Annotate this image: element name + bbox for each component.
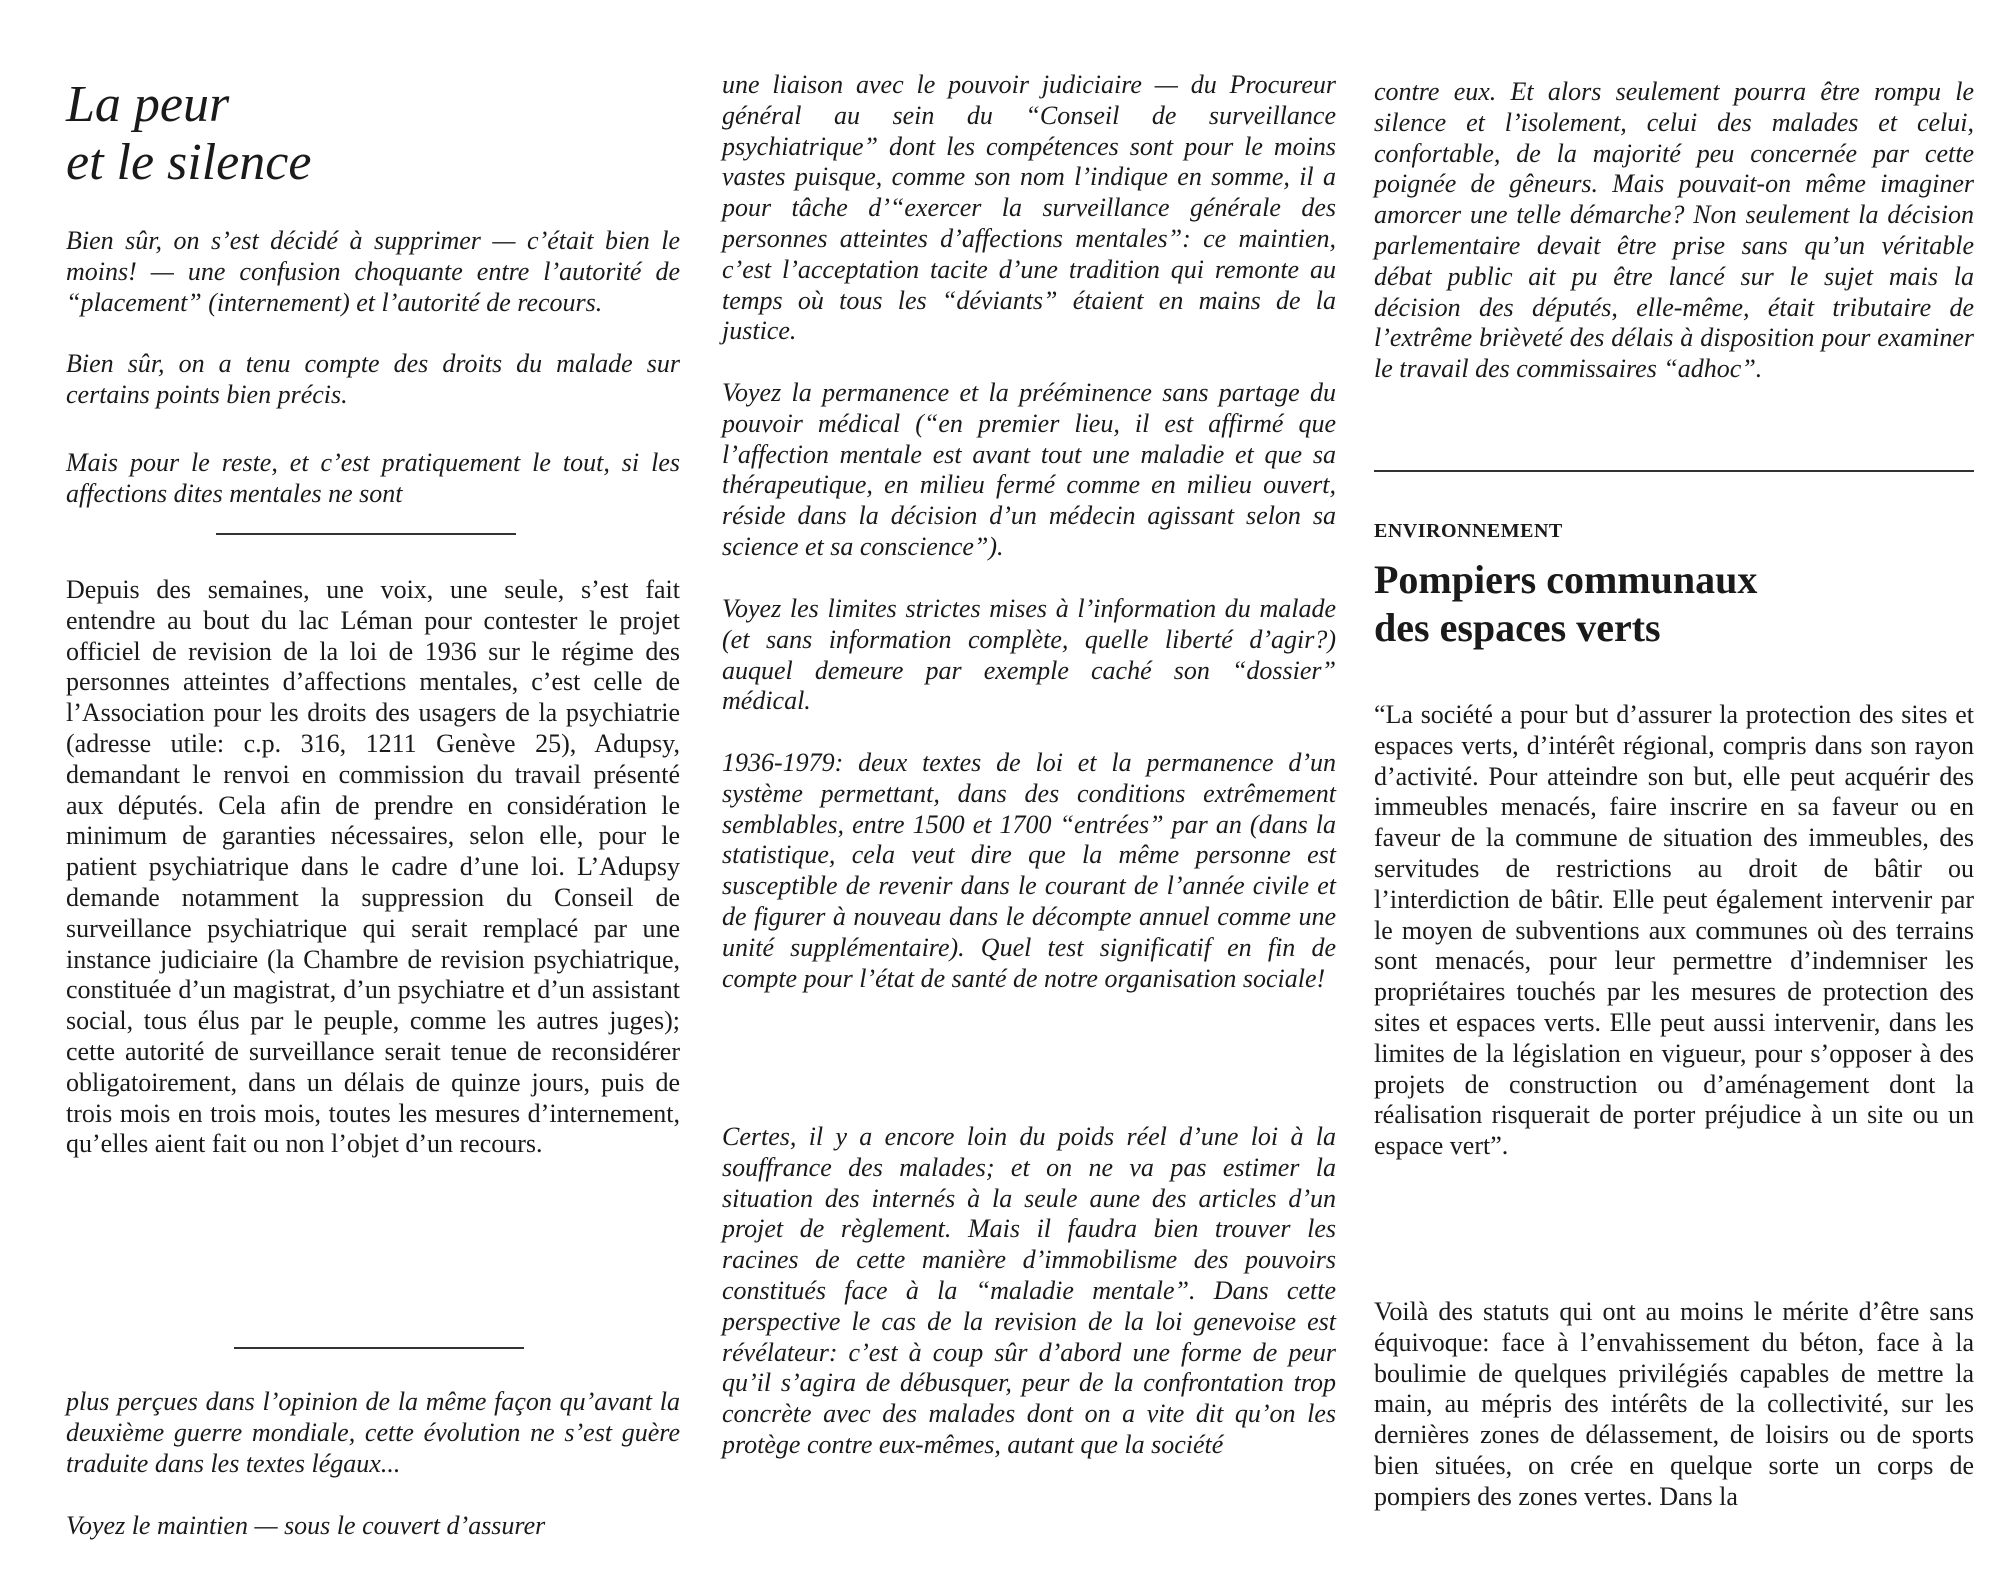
section-divider	[234, 1347, 524, 1349]
section-divider	[1374, 470, 1974, 472]
article-title-2-line-1: Pompiers communaux	[1374, 557, 1758, 602]
continuation-paragraph-1: plus perçues dans l’opinion de la même façon qu’avant la deuxième guerre mondiale, cette évolution ne s’est guère traduite dans les textes légaux...	[66, 1387, 680, 1478]
statuts-quote: “La société a pour but d’assurer la protection des sites et espaces verts, d’intérêt régional, compris dans son rayon d’activité. Pour atteindre son but, elle peut acquérir des immeubles menacés, faire inscrire en sa faveur ou en faveur de la commune de situation des immeubles, des servitudes de restrictions au droit de bâtir ou l’interdiction de bâtir. Elle peut également intervenir par le moyen de subventions aux communes où des terrains sont menacés, pour leur permettre d’indemniser les propriétaires touchés par les mesures de protection des sites et espaces verts. Elle peut aussi intervenir, dans les limites de la législation en vigueur, pour s’opposer à des projets de construction ou d’aménagement dont la réalisation risquerait de porter préjudice à un site ou un espace vert”.	[1374, 700, 1974, 1161]
intro-paragraph-2: Bien sûr, on a tenu compte des droits du malade sur certains points bien précis.	[66, 349, 680, 409]
intro-paragraph-3: Mais pour le reste, et c’est pratiquement le tout, si les affections dites mentales ne sont	[66, 448, 680, 508]
article-title-line-2: et le silence	[66, 134, 312, 191]
article-body: Depuis des semaines, une voix, une seule, s’est fait entendre au bout du lac Léman pour contester le projet officiel de revision de la loi de 1936 sur le régime des personnes atteintes d’affections mentales, c’est celle de l’Association pour les droits des usagers de la psychiatrie (adresse utile: c.p. 316, 1211 Genève 25), Adupsy, demandant le renvoi en commission du travail présenté aux députés. Cela afin de prendre en considération le minimum de garanties nécessaires, selon elle, pour le patient psychiatrique dans le cadre d’une loi. L’Adupsy demande notamment la suppression du Conseil de surveillance psychiatrique qui serait remplacé par une instance judiciaire (la Chambre de revision psychiatrique, constituée d’un magistrat, d’un psychiatre et d’un assistant social, tous élus par le peuple, comme les autres juges); cette autorité de surveillance serait tenue de reconsidérer obligatoirement, dans un délais de quinze jours, puis de trois mois en trois mois, toutes les mesures d’internement, qu’elles aient fait ou non l’objet d’un recours.	[66, 575, 680, 1159]
section-kicker: ENVIRONNEMENT	[1374, 520, 1563, 542]
paragraph-contre-eux: contre eux. Et alors seulement pourra être rompu le silence et l’isolement, celui des malades et celui, confortable, de la majorité peu concernée par cette poignée de gêneurs. Mais pouvait-on même imaginer amorcer une telle démarche? Non seulement la décision parlementaire devait être prise sans qu’un véritable débat public ait pu être lancé sur le sujet mais la décision des députés, elle-même, était tributaire de l’extrême brièveté des délais à disposition pour examiner le travail des commissaires “adhoc”.	[1374, 77, 1974, 384]
article-title-line-1: La peur	[66, 76, 230, 133]
paragraph-certes: Certes, il y a encore loin du poids réel d’une loi à la souffrance des malades; et on ne va pas estimer la situation des internés à la seule aune des articles d’un projet de règlement. Mais il faudra bien trouver les racines de cette manière d’immobilisme des pouvoirs constitués face à la “maladie mentale”. Dans cette perspective le cas de la revision de la loi genevoise est révélateur: c’est à coup sûr d’abord une forme de peur qu’il s’agira de débusquer, peur de la confrontation trop concrète avec des malades dont on a vite dit qu’on les protège contre eux-mêmes, autant que la société	[722, 1122, 1336, 1459]
section-divider	[216, 533, 516, 535]
intro-paragraph-1: Bien sûr, on s’est décidé à supprimer — c’était bien le moins! — une confusion choquante entre l’autorité de “placement” (internement) et l’autorité de recours.	[66, 226, 680, 317]
continuation-paragraph-2: Voyez le maintien — sous le couvert d’assurer	[66, 1511, 546, 1540]
article-title-2	[1374, 556, 1757, 652]
paragraph-liaison: une liaison avec le pouvoir judiciaire — du Procureur général au sein du “Conseil de surveillance psychiatrique” dont les compétences sont pour le moins vastes puisque, comme son nom l’indique en somme, il a pour tâche d’“exercer la surveillance générale des personnes atteintes d’affections mentales”: ce maintien, c’est l’acceptation tacite d’une tradition qui remonte au temps où tous les “déviants” étaient en mains de la justice.	[722, 70, 1336, 346]
paragraph-information: Voyez les limites strictes mises à l’information du malade (et sans information complète, quelle liberté d’agir?) auquel demeure par exemple caché son “dossier” médical.	[722, 594, 1336, 716]
paragraph-pouvoir-medical: Voyez la permanence et la prééminence sans partage du pouvoir médical (“en premier lieu, il est affirmé que l’affection mentale est avant tout une maladie et que sa thérapeutique, en milieu fermé comme en milieu ouvert, réside dans la décision d’un médecin agissant selon sa science et sa conscience”).	[722, 378, 1336, 561]
article-title	[66, 76, 311, 192]
paragraph-voila: Voilà des statuts qui ont au moins le mérite d’être sans équivoque: face à l’envahissement du béton, face à la boulimie de quelques privilégiés capables de mettre la main, au mépris des intérêts de la collectivité, sur les dernières zones de délassement, de loisirs ou de sports bien situées, on crée en quelque sorte un corps de pompiers des zones vertes. Dans la	[1374, 1297, 1974, 1511]
article-title-2-line-2: des espaces verts	[1374, 605, 1661, 650]
paragraph-1936-1979: 1936-1979: deux textes de loi et la permanence d’un système permettant, dans des conditions extrêmement semblables, entre 1500 et 1700 “entrées” par an (dans la statistique, cela veut dire que la même personne est susceptible de revenir dans le courant de l’année civile et de figurer à nouveau dans le décompte annuel comme une unité supplémentaire). Quel test significatif en fin de compte pour l’état de santé de notre organisation sociale!	[722, 748, 1336, 993]
